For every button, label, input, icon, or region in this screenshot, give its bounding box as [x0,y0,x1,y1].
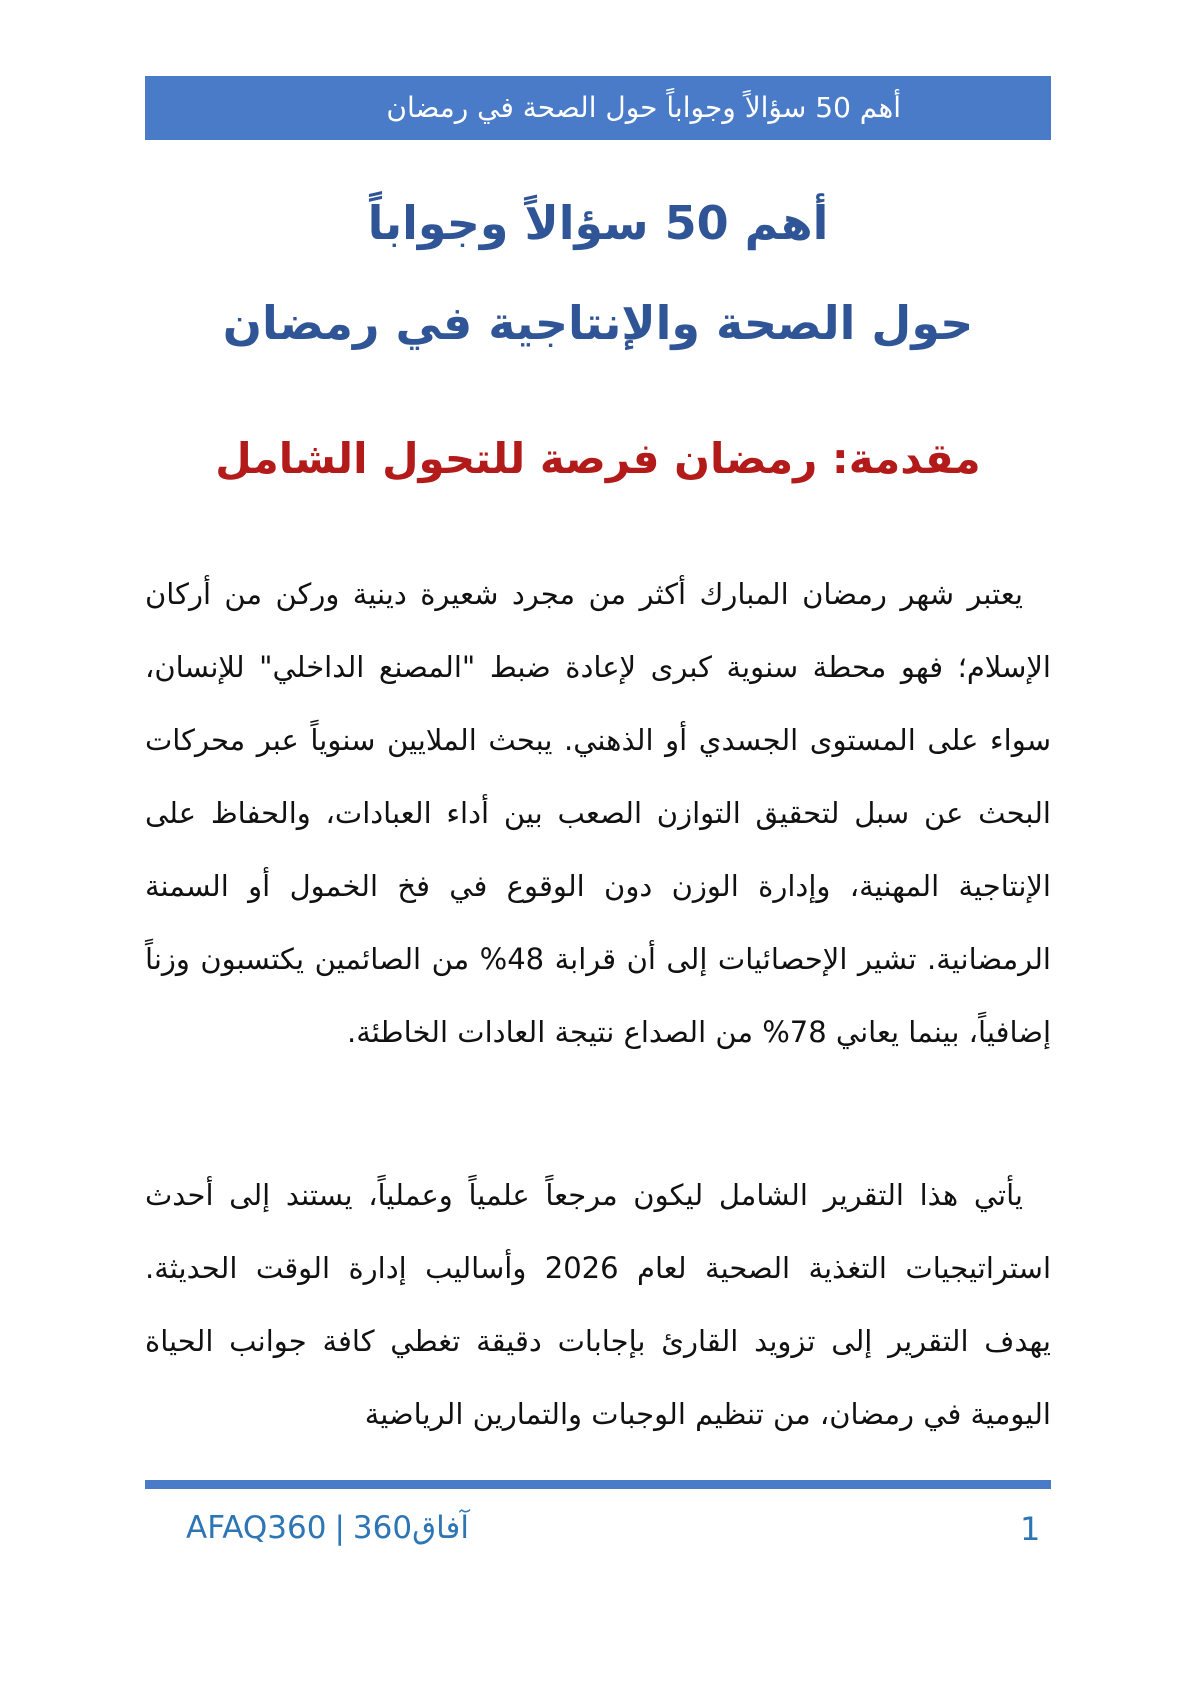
page-number: 1 [1020,1510,1041,1548]
footer-brand-latin: AFAQ360 [186,1510,327,1546]
footer-brand [186,1510,469,1546]
body-paragraph-1: يعتبر شهر رمضان المبارك أكثر من مجرد شعيرة دينية وركن من أركان الإسلام؛ فهو محطة سنوية كبرى لإعادة ضبط "المصنع الداخلي" للإنسان، سواء على المستوى الجسدي أو الذهني. يبحث الملايين سنوياً عبر محركات البحث عن سبل لتحقيق التوازن الصعب بين أداء العبادات، والحفاظ على الإنتاجية المهنية، وإدارة الوزن دون الوقوع في فخ الخمول أو السمنة الرمضانية. تشير الإحصائيات إلى أن قرابة 48% من الصائمين يكتسبون وزناً إضافياً، بينما يعاني 78% من الصداع نتيجة العادات الخاطئة. [145,577,1051,1049]
footer-divider [145,1480,1051,1489]
running-header-title: أهم 50 سؤالاً وجواباً حول الصحة في رمضان [386,91,901,124]
document-title-line-1: أهم 50 سؤالاً وجواباً [367,196,829,250]
footer-brand-separator: | [334,1510,345,1546]
footer-brand-arabic: آفاق360 [352,1510,469,1546]
section-heading: مقدمة: رمضان فرصة للتحول الشامل [215,434,981,483]
document-title-line-2: حول الصحة والإنتاجية في رمضان [222,296,974,350]
running-header [145,76,1051,140]
body-paragraph-2: يأتي هذا التقرير الشامل ليكون مرجعاً علمياً وعملياً، يستند إلى أحدث استراتيجيات التغذية الصحية لعام 2026 وأساليب إدارة الوقت الحديثة. يهدف التقرير إلى تزويد القارئ بإجابات دقيقة تغطي كافة جوانب الحياة اليومية في رمضان، من تنظيم الوجبات والتمارين الرياضية [145,1178,1051,1431]
